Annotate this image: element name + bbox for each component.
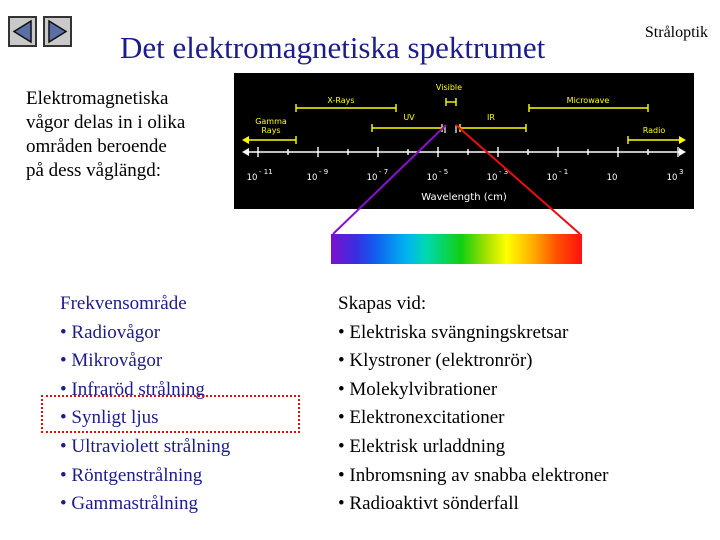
list-item: • Röntgenstrålning (60, 464, 203, 486)
list-item: • Synligt ljus (60, 407, 159, 429)
axis-tick-exponent: - 5 (439, 168, 449, 176)
axis-tick-exponent: - 7 (379, 168, 389, 176)
sources-heading: Skapas vid: (338, 293, 427, 314)
axis-tick-exponent: - 3 (499, 168, 509, 176)
band-label-gamma: Gamma (255, 117, 287, 126)
band-label-microwave: Microwave (566, 96, 610, 105)
band-label-visible: Visible (435, 83, 463, 92)
list-item: • Elektronexcitationer (338, 407, 505, 429)
band-label-ir: IR (487, 113, 495, 122)
list-item: • Inbromsning av snabba elektroner (338, 464, 609, 486)
axis-tick-label: 10 (606, 173, 618, 183)
intro-line: på dess våglängd: (26, 160, 162, 181)
axis-title: Wavelength (cm) (421, 192, 507, 203)
list-item: • Radioaktivt sönderfall (338, 493, 519, 515)
axis-tick-exponent: - 11 (259, 168, 273, 176)
list-item: • Gammastrålning (60, 493, 199, 515)
list-item: • Elektrisk urladdning (338, 435, 506, 457)
axis-tick-exponent: - 9 (319, 168, 329, 176)
axis-tick-exponent: - 1 (559, 168, 569, 176)
page-title: Det elektromagnetiska spektrumet (120, 30, 546, 65)
visible-spectrum-bar (331, 234, 582, 264)
list-item: • Mikrovågor (60, 350, 163, 372)
axis-tick-label: 10 (306, 173, 318, 183)
intro-line: Elektromagnetiska (26, 88, 169, 109)
intro-line: områden beroende (26, 136, 167, 157)
sources-list (338, 290, 608, 519)
axis-tick-label: 10 (546, 173, 558, 183)
axis-tick-exponent: 3 (679, 168, 684, 176)
list-item: • Molekylvibrationer (338, 378, 498, 400)
violet-projection-line (333, 125, 449, 234)
band-label-xrays: X-Rays (327, 96, 355, 105)
list-item: • Infraröd strålning (60, 378, 205, 400)
visible-light-highlight (41, 395, 300, 433)
course-label: Stråloptik (644, 24, 708, 41)
list-item: • Ultraviolett strålning (60, 435, 231, 457)
intro-line: vågor delas in i olika (26, 112, 186, 133)
axis-tick-label: 10 (666, 173, 678, 183)
band-label-radio: Radio (642, 126, 666, 135)
axis-tick-label: 10 (426, 173, 438, 183)
frequency-heading: Frekvensområde (60, 293, 187, 314)
band-label-uv: UV (403, 113, 415, 122)
list-item: • Radiovågor (60, 321, 161, 343)
list-item: • Elektriska svängningskretsar (338, 321, 569, 343)
axis-tick-label: 10 (246, 173, 258, 183)
red-projection-line (456, 125, 580, 234)
band-label-gamma-rays: Rays (261, 126, 281, 135)
axis-tick-label: 10 (486, 173, 498, 183)
axis-tick-label: 10 (366, 173, 378, 183)
list-item: • Klystroner (elektronrör) (338, 350, 533, 372)
